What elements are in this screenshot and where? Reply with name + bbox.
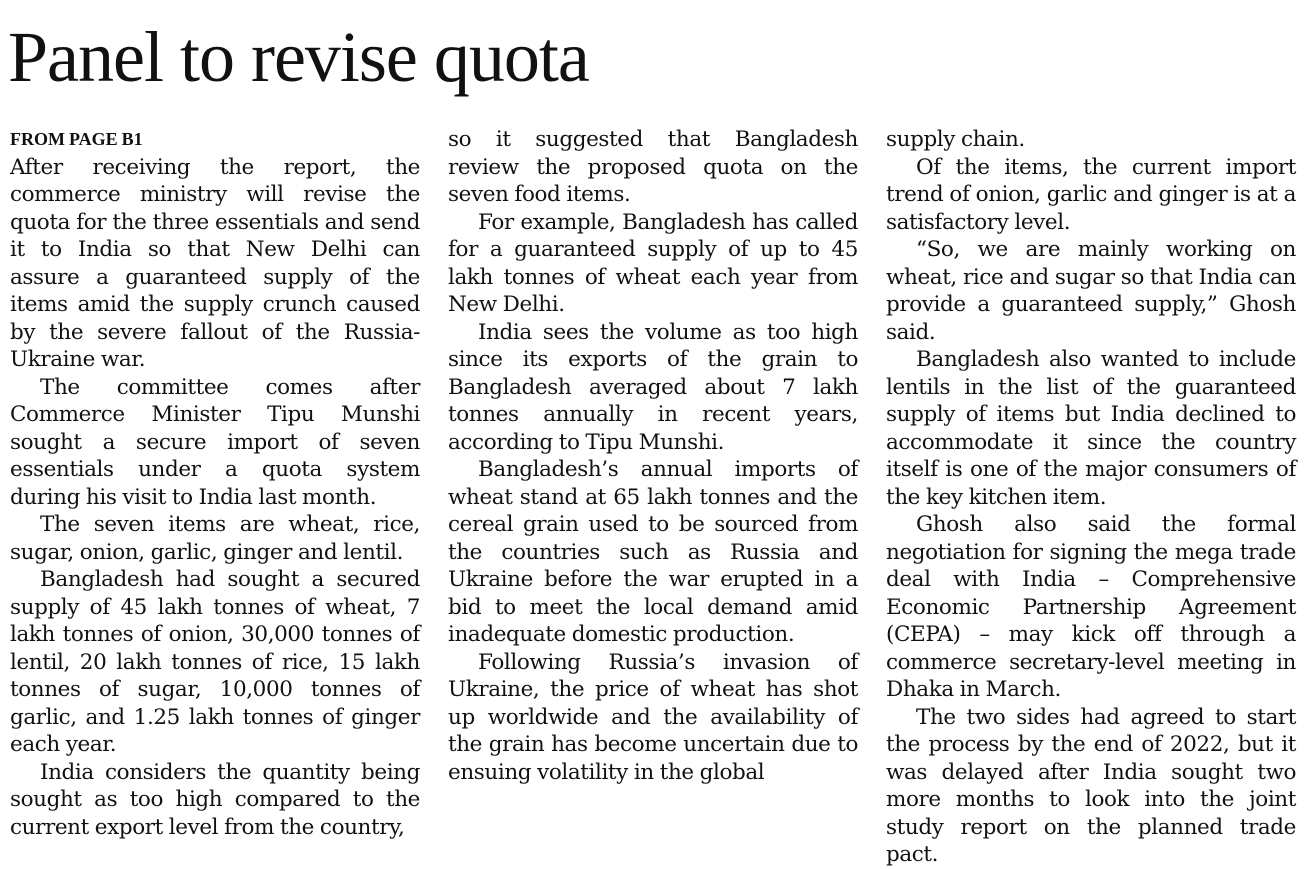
paragraph: The two sides had agreed to start the process by the end of 2022, but it was delayed after India sought two more months to look into the joint study report on the planned trade pact. (886, 704, 1296, 867)
article-column-2 (448, 126, 858, 786)
article-column-1 (10, 126, 420, 841)
kicker: FROM PAGE B1 (10, 129, 143, 149)
paragraph: Bangladesh’s annual imports of wheat stand at 65 lakh tonnes and the cereal grain used to be sourced from the countries such as Russia and Ukraine before the war erupted in a bid to meet the local demand amid inadequate domestic production. (448, 457, 858, 647)
paragraph: Bangladesh had sought a secured supply of 45 lakh tonnes of wheat, 7 lakh tonnes of onion, 30,000 tonnes of lentil, 20 lakh tonnes of rice, 15 lakh tonnes of sugar, 10,000 tonnes of garlic, and 1.25 lakh tonnes of ginger each year. (10, 567, 420, 757)
paragraph: India considers the quantity being sought as too high compared to the current export level from the country, (10, 759, 420, 840)
paragraph: After receiving the report, the commerce ministry will revise the quota for the three essentials and send it to India so that New Delhi can assure a guaranteed supply of the items amid the supply crunch caused by the severe fallout of the Russia-Ukraine war. (10, 154, 420, 372)
paragraph: India sees the volume as too high since its exports of the grain to Bangladesh averaged about 7 lakh tonnes annually in recent years, according to Tipu Munshi. (448, 319, 858, 455)
paragraph: For example, Bangladesh has called for a guaranteed supply of up to 45 lakh tonnes of wheat each year from New Delhi. (448, 209, 858, 317)
paragraph: Bangladesh also wanted to include lentils in the list of the guaranteed supply of items but India declined to accommodate it since the country itself is one of the major consumers of the key kitchen item. (886, 347, 1296, 510)
paragraph: Ghosh also said the formal negotiation for signing the mega trade deal with India – Comprehensive Economic Partnership Agreement (CEPA) – may kick off through a commerce secretary-level meeting in Dhaka in March. (886, 512, 1296, 702)
paragraph: Of the items, the current import trend of onion, garlic and ginger is at a satisfactory level. (886, 154, 1296, 235)
paragraph: supply chain. (886, 127, 1025, 152)
paragraph: Following Russia’s invasion of Ukraine, the price of wheat has shot up worldwide and the availability of the grain has become uncertain due to ensuing volatility in the global (448, 649, 858, 785)
paragraph: “So, we are mainly working on wheat, rice and sugar so that India can provide a guaranteed supply,” Ghosh said. (886, 237, 1296, 345)
article-column-3 (886, 126, 1296, 869)
paragraph: The committee comes after Commerce Minister Tipu Munshi sought a secure import of seven essentials under a quota system during his visit to India last month. (10, 374, 420, 510)
paragraph: so it suggested that Bangladesh review the proposed quota on the seven food items. (448, 127, 858, 207)
headline: Panel to revise quota (8, 17, 589, 97)
paragraph: The seven items are wheat, rice, sugar, onion, garlic, ginger and lentil. (10, 512, 420, 565)
